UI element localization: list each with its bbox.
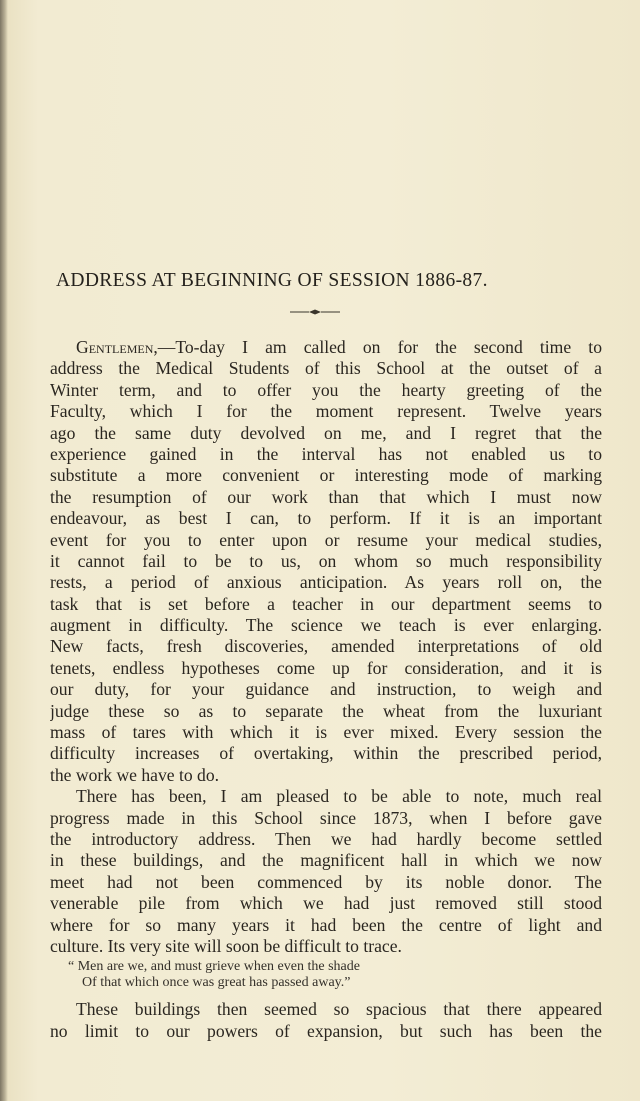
paragraph-line: New facts, fresh discoveries, amended interpretations of old: [50, 636, 602, 657]
paragraph-line: mass of tares with which it is ever mixed. Every session the: [50, 722, 602, 743]
paragraph-line: the resumption of our work than that which I must now: [50, 486, 602, 507]
page-gutter-shadow: [0, 0, 8, 1101]
paragraph-line: ago the same duty devolved on me, and I regret that the: [50, 422, 602, 443]
paragraph-line: where for so many years it had been the centre of light and: [50, 914, 602, 935]
paragraph-line: substitute a more convenient or interesting mode of marking: [50, 465, 602, 486]
paragraph-line: venerable pile from which we had just removed still stood: [50, 893, 602, 914]
paragraph-line: address the Medical Students of this School at the outset of a: [50, 358, 602, 379]
paragraph-line: augment in difficulty. The science we teach is ever enlarging.: [50, 615, 602, 636]
paragraph-line: our duty, for your guidance and instruction, to weigh and: [50, 679, 602, 700]
ornament-rule: [290, 307, 340, 317]
salutation: Gentlemen,: [76, 337, 158, 357]
paragraph-line: experience gained in the interval has not enabled us to: [50, 443, 602, 464]
paragraph-line: in these buildings, and the magnificent hall in which we now: [50, 850, 602, 871]
paragraph-line: no limit to our powers of expansion, but such has been the: [50, 1020, 602, 1041]
paragraph-line: progress made in this School since 1873, when I before gave: [50, 807, 602, 828]
verse-quote-line: “ Men are we, and must grieve when even the shade: [68, 959, 360, 975]
paragraph-line: culture. Its very site will soon be difficult to trace.: [50, 935, 402, 956]
paragraph-line: Gentlemen,—To-day I am called on for the second time to: [76, 337, 602, 357]
paragraph-line: the introductory address. Then we had hardly become settled: [50, 828, 602, 849]
paragraph-line: event for you to enter upon or resume your medical studies,: [50, 529, 602, 550]
paragraph-line: difficulty increases of overtaking, within the prescribed period,: [50, 743, 602, 764]
paragraph-line: tenets, endless hypotheses come up for consideration, and it is: [50, 657, 602, 678]
paragraph-line: meet had not been commenced by its noble donor. The: [50, 871, 602, 892]
chapter-heading: ADDRESS AT BEGINNING OF SESSION 1886-87.: [56, 270, 488, 291]
paragraph-line: task that is set before a teacher in our department seems to: [50, 593, 602, 614]
body-text: [50, 337, 602, 1042]
paragraph-line: judge these so as to separate the wheat from the luxuriant: [50, 700, 602, 721]
paragraph-line: it cannot fail to be to us, on whom so much responsibility: [50, 550, 602, 571]
paragraph-line: Winter term, and to offer you the hearty greeting of the: [50, 379, 602, 400]
verse-quote-line: Of that which once was great has passed away.”: [82, 975, 351, 991]
paragraph-line: the work we have to do.: [50, 764, 220, 785]
paragraph-line: rests, a period of anxious anticipation. As years roll on, the: [50, 572, 602, 593]
paragraph-line: There has been, I am pleased to be able to note, much real: [76, 786, 602, 807]
paragraph-line: Faculty, which I for the moment represent. Twelve years: [50, 401, 602, 422]
paragraph-line: endeavour, as best I can, to perform. If it is an important: [50, 508, 602, 529]
paragraph-line: These buildings then seemed so spacious that there appeared: [76, 999, 602, 1020]
